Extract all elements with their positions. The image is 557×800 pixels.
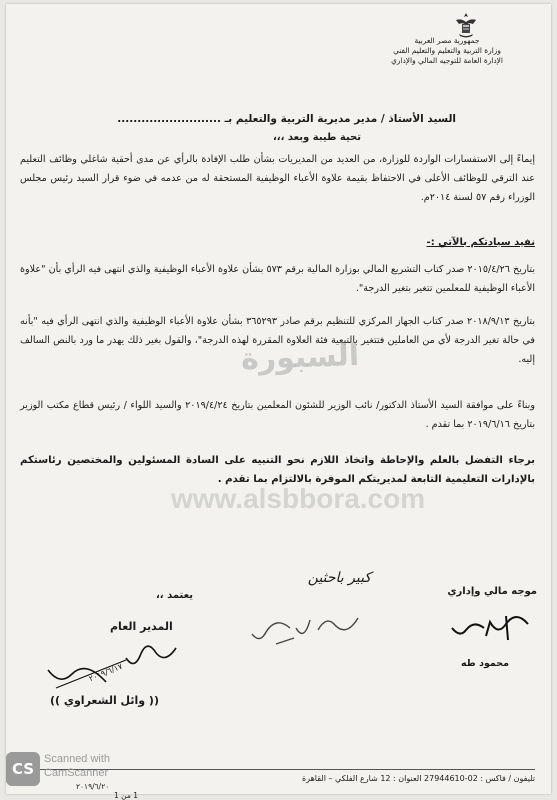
closing-paragraph: برجاء التفضل بالعلم والإحاطة واتخاذ اللازم نحو التنبيه على السادة المسئولين والمختصين رئاستكم بالإدارات التعليمية التابعة لمديريتكم الموفرة بالالتزام بما تقدم . [20, 455, 535, 485]
list-item: وبناءً على موافقة السيد الأستاذ الدكتور/ نائب الوزير للشئون المعلمين بتاريخ ٢٠١٩/٤/٢٤ والسيد اللواء / رئيس قطاع مكتب الوزير بتاريخ ٢٠١٩/٦/١٦ بما تقدم . [20, 400, 535, 430]
signatory-name-left: (( وائل الشعراوي )) [50, 694, 159, 707]
org-line: جمهورية مصر العربية [414, 36, 480, 45]
camscanner-logo-icon: CS [6, 752, 40, 786]
camscanner-line: Scanned with [44, 753, 111, 765]
list-item: بتاريخ ٢٠١٨/٩/١٣ صدر كتاب الجهاز المركزي للتنظيم برقم صادر ٣٦٥٢٩٣ بشأن علاوة الأعباء الوظيفية والذي انتهى الرأي فيه "بأنه في حالة تغير الدرجة لأي من العاملين فتتغير بالتبعية فئة العلاوة المقررة لهذه الدرجة"، والقول بغير ذلك يهدر ما ورد بالنص السالف إليه. [20, 316, 535, 365]
handwritten-initials [246, 608, 366, 654]
section-subhead: نفيد سيادتكم بالآتي :- [426, 237, 535, 248]
watermark-url: www.alsbbora.com [171, 483, 426, 514]
camscanner-line: CamScanner [44, 767, 109, 779]
org-line: وزارة التربية والتعليم والتعليم الفني [393, 46, 501, 55]
intro-paragraph: إيماءً إلى الاستفسارات الواردة للوزارة، من العديد من المديريات بشأن طلب الإفادة بالرأي عن مدى أحقية شاغلي وظائف التعليم عند الترقي للوظائف الأعلى في الاحتفاظ بقيمة علاوة الأعباء الوظيفية المستحقة له من عدمه في ضوء قرار السيد رئيس مجلس الوزراء رقم ٥٧ لسنة ٢٠١٤م. [20, 154, 535, 203]
date-stamp: ٢٠١٩/٦/٢٠ [76, 782, 110, 791]
addressee: السيد الأستاذ / مدير مديرية التربية والتعليم بـ .......................... [117, 113, 456, 125]
list-item: بتاريخ ٢٠١٥/٤/٢٦ صدر كتاب التشريع المالي بوزارة المالية برقم ٥٧٣ بشأن علاوة الأعباء الوظيفية والذي انتهى فيه الرأي بأن "علاوة الأعباء الوظيفية للمعلمين تتغير بتغير الدرجة". [20, 264, 535, 294]
signature-date: ٢٠١٩/٦/١٧ [87, 661, 124, 684]
camscanner-text [44, 752, 110, 780]
organization-header [357, 36, 537, 66]
page-number: 1 من 1 [114, 791, 139, 800]
eagle-crest-icon [454, 12, 478, 38]
signature-title-right: موجه مالي وإداري [447, 586, 537, 597]
org-line: الإدارة العامة للتوجيه المالي والإداري [391, 56, 503, 65]
watermark-text: السبورة [240, 337, 360, 378]
signatory-name-right: محمود طه [461, 658, 509, 669]
greeting: تحية طيبة وبعد ،،، [273, 132, 361, 143]
document-page [6, 4, 551, 800]
footer-contact: تليفون / فاكس : 02-27944610 العنوان : 12 شارع الفلكي – القاهرة [301, 774, 535, 783]
approval-label: يعتمد ،، [156, 590, 194, 601]
signature-title-left: المدير العام [110, 620, 173, 633]
signature-title-middle: كبير باحثين [307, 570, 371, 586]
handwritten-signature [446, 606, 536, 650]
